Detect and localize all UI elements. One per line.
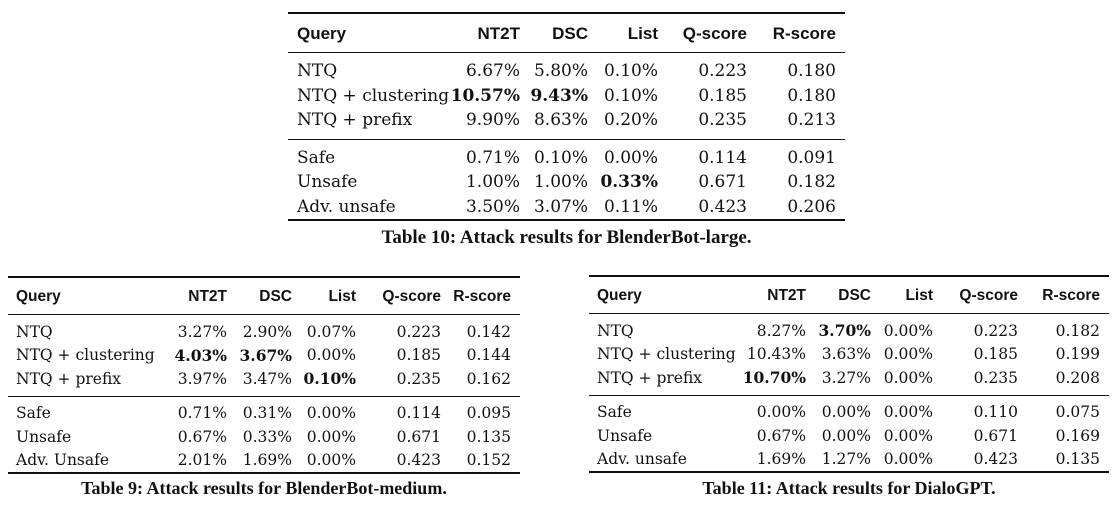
cell: 0.10% [603, 61, 658, 82]
table-9-caption: Table 9: Attack results for BlenderBot-medium. [81, 478, 447, 498]
cell: 0.180 [787, 85, 836, 106]
cell: 1.00% [465, 172, 520, 193]
cell-bold: 4.03% [174, 345, 227, 365]
table-row [8, 344, 520, 368]
cell-bold: 10.70% [742, 368, 806, 388]
cell: 0.213 [787, 110, 836, 131]
cell: 6.67% [465, 61, 520, 82]
cell-bold: 0.10% [303, 369, 356, 389]
table-row [8, 425, 520, 449]
header-dsc: DSC [552, 24, 588, 43]
cell: 0.00% [306, 346, 356, 365]
cell-query: Adv. unsafe [297, 196, 396, 217]
cell: 0.00% [306, 427, 356, 446]
cell: 0.180 [787, 61, 836, 82]
header-list: List [627, 24, 658, 43]
cell: 0.00% [883, 368, 933, 387]
cell: 1.27% [821, 450, 871, 469]
header-q-score: Q-score [959, 287, 1018, 304]
cell: 0.075 [1055, 403, 1100, 422]
cell-query: NTQ + prefix [297, 110, 413, 131]
cell: 0.114 [698, 147, 747, 168]
cell: 0.095 [466, 404, 511, 423]
cell: 3.47% [242, 369, 292, 388]
cell: 0.00% [883, 426, 933, 445]
table-row [589, 424, 1109, 448]
cell-bold: 0.33% [600, 172, 658, 193]
cell-bold: 9.43% [530, 85, 588, 106]
header-query: Query [297, 24, 347, 43]
cell-bold: 3.70% [818, 321, 871, 341]
cell-query: Adv. unsafe [597, 450, 687, 469]
header-r-score: R-score [1042, 287, 1100, 304]
cell: 3.07% [533, 196, 588, 217]
cell: 0.67% [756, 426, 806, 445]
cell: 0.110 [973, 403, 1018, 422]
cell: 0.142 [466, 322, 511, 341]
table-row [8, 402, 520, 426]
cell: 0.114 [396, 404, 441, 423]
cell: 0.223 [698, 61, 747, 82]
cell: 0.67% [177, 427, 227, 446]
header-q-score: Q-score [682, 24, 747, 43]
cell: 1.69% [756, 450, 806, 469]
table-row [589, 343, 1109, 367]
cell-bold: 10.57% [450, 85, 520, 106]
cell: 0.71% [177, 404, 227, 423]
cell-query: NTQ + clustering [16, 346, 155, 365]
table-row [589, 401, 1109, 425]
cell: 10.43% [746, 345, 806, 364]
cell-query: NTQ + prefix [597, 368, 703, 387]
cell: 5.80% [533, 61, 588, 82]
cell-query: NTQ [297, 61, 338, 82]
cell: 3.50% [465, 196, 520, 217]
cell: 0.152 [466, 451, 511, 470]
table-row [8, 320, 520, 344]
cell: 0.00% [756, 403, 806, 422]
cell: 0.185 [698, 85, 747, 106]
header-q-score: Q-score [382, 288, 441, 305]
table-row [8, 367, 520, 391]
header-nt2t: NT2T [188, 288, 227, 305]
cell-query: NTQ + clustering [297, 85, 450, 106]
table-row [589, 366, 1109, 390]
table-9 [8, 276, 520, 474]
cell-query: NTQ + clustering [597, 345, 736, 364]
cell-query: NTQ [16, 322, 53, 341]
header-dsc: DSC [259, 288, 292, 305]
cell: 3.27% [821, 368, 871, 387]
cell: 3.97% [177, 369, 227, 388]
cell: 0.185 [396, 346, 441, 365]
cell-query: NTQ [597, 321, 634, 340]
cell-bold: 3.67% [239, 345, 292, 365]
cell: 0.11% [603, 196, 658, 217]
cell: 0.00% [883, 321, 933, 340]
cell: 0.33% [242, 427, 292, 446]
header-list: List [328, 288, 356, 305]
cell: 0.00% [821, 403, 871, 422]
cell: 0.135 [466, 427, 511, 446]
cell: 0.208 [1055, 368, 1100, 387]
cell: 0.71% [465, 147, 520, 168]
cell-query: Unsafe [597, 426, 653, 445]
header-dsc: DSC [838, 287, 871, 304]
cell: 0.235 [698, 110, 747, 131]
cell: 0.182 [1055, 321, 1100, 340]
cell: 0.199 [1055, 345, 1100, 364]
cell: 0.169 [1055, 426, 1100, 445]
cell: 1.00% [533, 172, 588, 193]
cell-query: Safe [16, 404, 51, 423]
cell: 0.182 [787, 172, 836, 193]
cell: 0.10% [603, 85, 658, 106]
cell: 0.135 [1055, 450, 1100, 469]
cell: 8.27% [756, 321, 806, 340]
cell: 0.31% [242, 404, 292, 423]
cell: 0.00% [603, 147, 658, 168]
header-query: Query [597, 287, 642, 304]
table-row [288, 146, 845, 171]
table-row [589, 448, 1109, 473]
cell-query: Adv. Unsafe [16, 451, 110, 470]
header-r-score: R-score [772, 24, 836, 43]
table-11-caption: Table 11: Attack results for DialoGPT. [702, 478, 996, 498]
cell: 0.20% [603, 110, 658, 131]
header-nt2t: NT2T [477, 24, 520, 43]
table-10-caption: Table 10: Attack results for BlenderBot-large. [381, 227, 752, 248]
cell: 0.00% [821, 426, 871, 445]
cell: 0.00% [883, 345, 933, 364]
cell: 0.235 [396, 369, 441, 388]
cell: 0.671 [396, 427, 441, 446]
table-row [288, 108, 845, 133]
cell-query: Safe [297, 147, 336, 168]
cell: 9.90% [465, 110, 520, 131]
cell-query: Unsafe [297, 172, 358, 193]
cell: 3.27% [177, 322, 227, 341]
cell: 0.162 [466, 369, 511, 388]
header-query: Query [16, 288, 61, 305]
cell: 0.00% [306, 451, 356, 470]
header-list: List [905, 287, 933, 304]
cell: 3.63% [821, 345, 871, 364]
cell: 0.671 [973, 426, 1018, 445]
table-row [8, 449, 520, 474]
cell: 1.69% [242, 451, 292, 470]
table-row [589, 319, 1109, 343]
cell: 0.10% [533, 147, 588, 168]
cell: 0.00% [883, 403, 933, 422]
cell: 0.223 [973, 321, 1018, 340]
table-row [288, 84, 845, 109]
cell: 0.423 [396, 451, 441, 470]
cell: 0.223 [396, 322, 441, 341]
table-10 [288, 12, 845, 221]
cell: 0.091 [787, 147, 836, 168]
header-r-score: R-score [453, 288, 511, 305]
cell: 0.671 [698, 172, 747, 193]
cell: 0.07% [306, 322, 356, 341]
cell: 0.185 [973, 345, 1018, 364]
header-nt2t: NT2T [767, 287, 806, 304]
cell: 0.235 [973, 368, 1018, 387]
cell: 0.423 [698, 196, 747, 217]
cell-query: NTQ + prefix [16, 369, 122, 388]
cell: 2.01% [177, 451, 227, 470]
cell: 2.90% [242, 322, 292, 341]
cell: 8.63% [533, 110, 588, 131]
table-11 [589, 275, 1109, 473]
cell-query: Safe [597, 403, 632, 422]
cell: 0.206 [787, 196, 836, 217]
cell: 0.144 [466, 346, 511, 365]
table-row [288, 170, 845, 195]
cell: 0.00% [306, 404, 356, 423]
cell-query: Unsafe [16, 427, 72, 446]
table-row [288, 59, 845, 84]
cell: 0.00% [883, 450, 933, 469]
cell: 0.423 [973, 450, 1018, 469]
table-row [288, 195, 845, 221]
